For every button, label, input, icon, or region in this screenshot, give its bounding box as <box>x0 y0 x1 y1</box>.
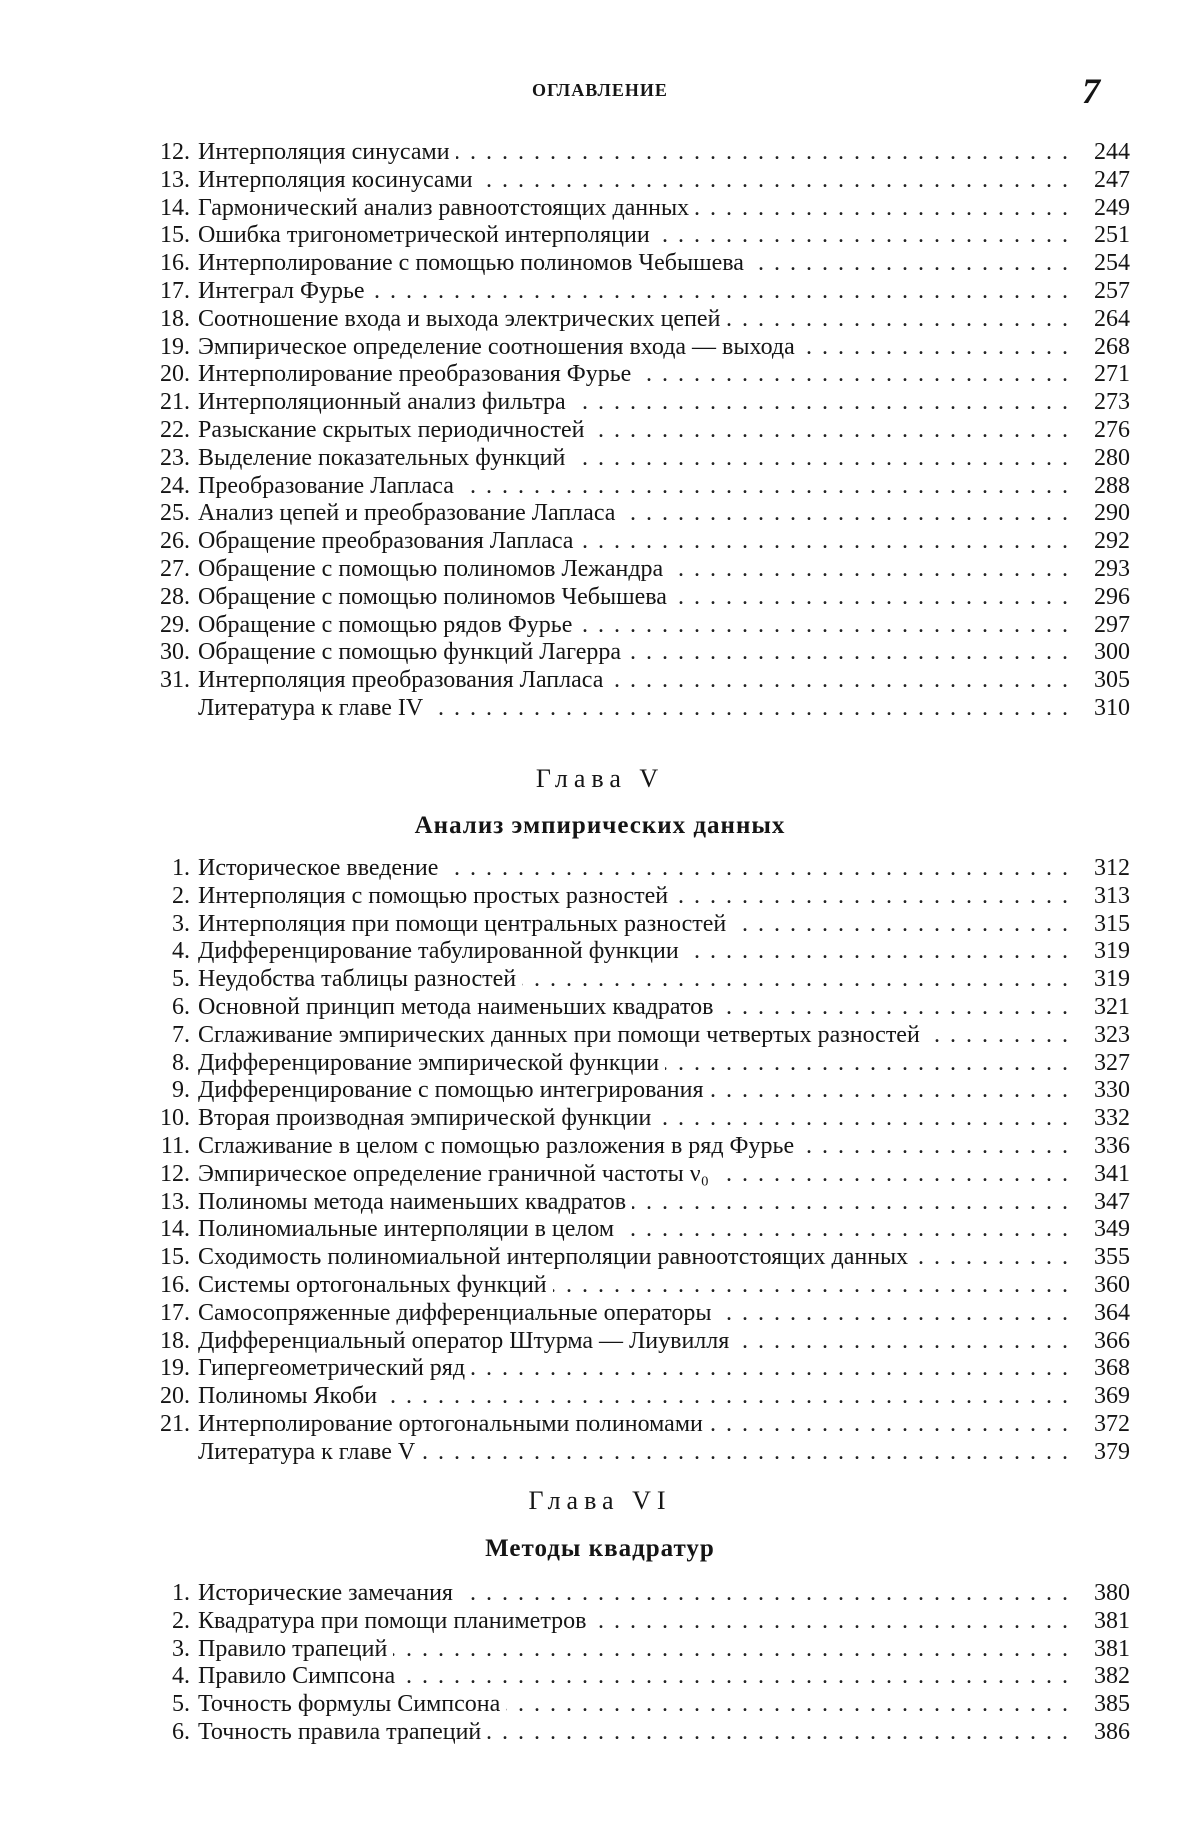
toc-entry <box>70 139 1130 167</box>
toc-entry-number: 14. <box>160 194 190 221</box>
toc-entry-number: 29. <box>160 611 190 638</box>
chapter6-label: Глава VI <box>528 1486 672 1515</box>
toc-entry <box>70 1216 1130 1244</box>
toc-entry-page: 319 <box>1078 966 1130 994</box>
toc-entry-number: 9. <box>172 1077 190 1104</box>
toc-entry <box>70 389 1130 417</box>
toc-entry-page: 271 <box>1078 361 1130 389</box>
toc-entry-title: Преобразование Лапласа <box>198 473 460 501</box>
toc-entry-number: 3. <box>172 1635 190 1662</box>
toc-entry-title: Интерполирование преобразования Фурье <box>198 361 637 389</box>
toc-entry-title: Сглаживание эмпирических данных при помощи четвертых разностей <box>198 1022 926 1050</box>
toc-entry <box>70 1691 1130 1719</box>
toc-entry-title: Дифференцирование эмпирической функции <box>198 1050 665 1078</box>
toc-entry-number: 28. <box>160 583 190 610</box>
toc-entry-title: Сходимость полиномиальной интерполяции равноотстоящих данных <box>198 1244 914 1272</box>
toc-entry <box>70 1580 1130 1608</box>
toc-entry-page: 268 <box>1078 334 1130 362</box>
toc-entry-number: 14. <box>160 1216 190 1243</box>
toc-entry-number: 7. <box>172 1021 190 1048</box>
toc-entry-title: Полиномы Якоби <box>198 1383 383 1411</box>
toc-entry <box>70 306 1130 334</box>
toc-entry-page: 257 <box>1078 278 1130 306</box>
toc-entry-number: 24. <box>160 472 190 499</box>
toc-entry-number: 20. <box>160 1383 190 1410</box>
toc-entry-number: 4. <box>172 1663 190 1690</box>
toc-entry <box>70 695 1130 723</box>
toc-entry-number: 18. <box>160 1327 190 1354</box>
toc-entry-title: Интерполяция преобразования Лапласа <box>198 667 609 695</box>
toc-entry <box>70 639 1130 667</box>
toc-entry-page: 372 <box>1078 1411 1130 1439</box>
toc-entry <box>70 1663 1130 1691</box>
toc-entry-number: 22. <box>160 416 190 443</box>
toc-entry <box>70 361 1130 389</box>
toc-entry-page: 264 <box>1078 306 1130 334</box>
toc-entry-number: 23. <box>160 444 190 471</box>
toc-entry-number: 10. <box>160 1105 190 1132</box>
toc-entry-title: Гармонический анализ равноотстоящих данных <box>198 195 695 223</box>
toc-entry <box>70 911 1130 939</box>
toc-entry-page: 310 <box>1078 695 1130 723</box>
toc-entry-title: Эмпирическое определение соотношения входа — выхода <box>198 334 801 362</box>
toc-entry-number: 6. <box>172 993 190 1020</box>
toc-chapter6 <box>70 1580 1130 1747</box>
toc-entry-title: Анализ цепей и преобразование Лапласа <box>198 500 621 528</box>
toc-entry-page: 349 <box>1078 1216 1130 1244</box>
toc-entry-page: 249 <box>1078 195 1130 223</box>
toc-entry-title: Самосопряженные дифференциальные операторы <box>198 1300 717 1328</box>
toc-entry <box>70 278 1130 306</box>
toc-entry-page: 327 <box>1078 1050 1130 1078</box>
toc-entry-page: 381 <box>1078 1636 1130 1664</box>
toc-entry-number: 12. <box>160 1160 190 1187</box>
toc-entry-number: 27. <box>160 555 190 582</box>
toc-entry-page: 382 <box>1078 1663 1130 1691</box>
toc-entry <box>70 1105 1130 1133</box>
toc-entry <box>70 883 1130 911</box>
toc-entry <box>70 195 1130 223</box>
toc-entry <box>70 334 1130 362</box>
toc-entry-title: Литература к главе IV <box>198 695 429 723</box>
toc-entry-number: 20. <box>160 361 190 388</box>
toc-entry-title: Интерполяция косинусами <box>198 167 479 195</box>
toc-entry <box>70 167 1130 195</box>
toc-entry-title: Исторические замечания <box>198 1580 459 1608</box>
toc-entry <box>70 528 1130 556</box>
toc-entry-page: 280 <box>1078 445 1130 473</box>
chapter5-label: Глава V <box>535 764 665 793</box>
toc-chapter4-tail <box>70 139 1130 723</box>
toc-entry-title: Интерполирование ортогональными полиномами <box>198 1411 709 1439</box>
toc-entry-title: Дифференцирование с помощью интегрирования <box>198 1077 710 1105</box>
chapter6-title: Методы квадратур <box>485 1535 715 1562</box>
toc-entry-number: 5. <box>172 966 190 993</box>
toc-entry-title: Обращение с помощью рядов Фурье <box>198 612 578 640</box>
toc-entry-number: 26. <box>160 528 190 555</box>
toc-entry-title: Основной принцип метода наименьших квадратов <box>198 994 719 1022</box>
toc-entry-page: 385 <box>1078 1691 1130 1719</box>
toc-chapter5 <box>70 855 1130 1467</box>
toc-entry-number: 16. <box>160 1271 190 1298</box>
toc-entry-title: Интерполяция синусами <box>198 139 456 167</box>
toc-entry-title: Интерполяция с помощью простых разностей <box>198 883 674 911</box>
toc-entry-page: 296 <box>1078 584 1130 612</box>
toc-entry <box>70 1189 1130 1217</box>
toc-entry-number: 5. <box>172 1691 190 1718</box>
toc-entry <box>70 612 1130 640</box>
toc-entry-page: 360 <box>1078 1272 1130 1300</box>
toc-entry-number: 19. <box>160 1355 190 1382</box>
toc-entry-number: 17. <box>160 277 190 304</box>
toc-entry-page: 251 <box>1078 222 1130 250</box>
toc-entry-page: 276 <box>1078 417 1130 445</box>
toc-entry <box>70 938 1130 966</box>
toc-entry-title: Историческое введение <box>198 855 444 883</box>
toc-entry-title: Выделение показательных функций <box>198 445 571 473</box>
toc-entry <box>70 445 1130 473</box>
toc-entry-page: 300 <box>1078 639 1130 667</box>
toc-entry-page: 247 <box>1078 167 1130 195</box>
toc-entry-title: Обращение с помощью функций Лагерра <box>198 639 627 667</box>
toc-entry-number: 1. <box>172 1580 190 1606</box>
toc-entry-number: 21. <box>160 389 190 416</box>
toc-entry-number: 15. <box>160 222 190 249</box>
toc-entry-page: 319 <box>1078 938 1130 966</box>
toc-entry-page: 323 <box>1078 1022 1130 1050</box>
toc-entry <box>70 1439 1130 1467</box>
toc-entry-title: Соотношение входа и выхода электрических цепей <box>198 306 726 334</box>
toc-entry-title: Обращение с помощью полиномов Лежандра <box>198 556 669 584</box>
toc-entry <box>70 855 1130 883</box>
toc-entry-number: 3. <box>172 910 190 937</box>
toc-entry-number: 25. <box>160 500 190 527</box>
toc-entry-number: 19. <box>160 333 190 360</box>
toc-entry-page: 315 <box>1078 911 1130 939</box>
toc-entry-title: Сглаживание в целом с помощью разложения в ряд Фурье <box>198 1133 800 1161</box>
toc-entry-page: 305 <box>1078 667 1130 695</box>
toc-entry-title: Эмпирическое определение граничной частоты ν₀ <box>198 1161 715 1189</box>
toc-entry <box>70 1161 1130 1189</box>
toc-entry <box>70 1244 1130 1272</box>
toc-entry-number: 1. <box>172 855 190 881</box>
toc-entry-title: Точность правила трапеций <box>198 1719 487 1747</box>
toc-entry-title: Полиномиальные интерполяции в целом <box>198 1216 620 1244</box>
toc-entry-page: 347 <box>1078 1189 1130 1217</box>
toc-entry-number: 16. <box>160 250 190 277</box>
page-number: 7 <box>1082 71 1100 111</box>
toc-entry-page: 368 <box>1078 1355 1130 1383</box>
toc-entry-page: 386 <box>1078 1719 1130 1747</box>
toc-entry <box>70 556 1130 584</box>
toc-entry <box>70 1272 1130 1300</box>
toc-entry-number: 30. <box>160 639 190 666</box>
running-title: ОГЛАВЛЕНИЕ <box>532 80 668 100</box>
toc-entry-page: 332 <box>1078 1105 1130 1133</box>
toc-entry <box>70 417 1130 445</box>
toc-entry <box>70 250 1130 278</box>
toc-entry-title: Дифференциальный оператор Штурма — Лиувилля <box>198 1328 735 1356</box>
toc-entry-number: 12. <box>160 139 190 165</box>
toc-entry-title: Вторая производная эмпирической функции <box>198 1105 657 1133</box>
toc-entry-page: 336 <box>1078 1133 1130 1161</box>
toc-entry-title: Интерполирование с помощью полиномов Чебышева <box>198 250 750 278</box>
toc-entry-page: 364 <box>1078 1300 1130 1328</box>
toc-entry-page: 297 <box>1078 612 1130 640</box>
toc-entry-page: 313 <box>1078 883 1130 911</box>
toc-entry-title: Дифференцирование табулированной функции <box>198 938 685 966</box>
toc-entry-title: Правило трапеций <box>198 1636 393 1664</box>
toc-entry-page: 273 <box>1078 389 1130 417</box>
toc-entry-page: 369 <box>1078 1383 1130 1411</box>
toc-entry-title: Квадратура при помощи планиметров <box>198 1608 592 1636</box>
toc-entry-page: 379 <box>1078 1439 1130 1467</box>
toc-entry <box>70 1355 1130 1383</box>
toc-entry-page: 244 <box>1078 139 1130 167</box>
toc-entry-number: 18. <box>160 305 190 332</box>
toc-entry <box>70 994 1130 1022</box>
toc-entry-page: 321 <box>1078 994 1130 1022</box>
page-header <box>0 72 1200 112</box>
toc-entry-page: 366 <box>1078 1328 1130 1356</box>
toc-entry <box>70 1050 1130 1078</box>
toc-entry <box>70 473 1130 501</box>
toc-entry-number: 13. <box>160 166 190 193</box>
toc-entry-title: Гипергеометрический ряд <box>198 1355 471 1383</box>
toc-entry-page: 381 <box>1078 1608 1130 1636</box>
toc-entry-number: 6. <box>172 1718 190 1745</box>
toc-entry-title: Литература к главе V <box>198 1439 421 1467</box>
toc-entry <box>70 1608 1130 1636</box>
toc-entry <box>70 1719 1130 1747</box>
toc-entry <box>70 1411 1130 1439</box>
toc-entry <box>70 1133 1130 1161</box>
toc-entry <box>70 667 1130 695</box>
toc-entry <box>70 1636 1130 1664</box>
toc-entry <box>70 1022 1130 1050</box>
toc-entry-page: 288 <box>1078 473 1130 501</box>
toc-entry <box>70 1077 1130 1105</box>
toc-entry-page: 290 <box>1078 500 1130 528</box>
toc-entry-number: 21. <box>160 1410 190 1437</box>
toc-entry-page: 312 <box>1078 855 1130 883</box>
toc-entry-title: Интеграл Фурье <box>198 278 371 306</box>
toc-entry <box>70 584 1130 612</box>
toc-entry-page: 254 <box>1078 250 1130 278</box>
toc-entry-number: 2. <box>172 882 190 909</box>
toc-entry-number: 13. <box>160 1188 190 1215</box>
toc-entry-title: Ошибка тригонометрической интерполяции <box>198 222 656 250</box>
toc-entry-number: 11. <box>160 1132 190 1159</box>
toc-entry-title: Полиномы метода наименьших квадратов <box>198 1189 632 1217</box>
toc-entry-page: 292 <box>1078 528 1130 556</box>
toc-entry-title: Обращение преобразования Лапласа <box>198 528 579 556</box>
toc-entry-title: Неудобства таблицы разностей <box>198 966 522 994</box>
toc-entry-page: 341 <box>1078 1161 1130 1189</box>
toc-entry <box>70 1328 1130 1356</box>
chapter5-title: Анализ эмпирических данных <box>414 812 786 839</box>
toc-entry-page: 293 <box>1078 556 1130 584</box>
toc-entry-title: Обращение с помощью полиномов Чебышева <box>198 584 673 612</box>
toc-entry <box>70 966 1130 994</box>
toc-entry-number: 8. <box>172 1049 190 1076</box>
toc-entry-number: 31. <box>160 667 190 694</box>
toc-entry <box>70 222 1130 250</box>
toc-entry-title: Правило Симпсона <box>198 1663 401 1691</box>
toc-entry-page: 330 <box>1078 1077 1130 1105</box>
toc-entry <box>70 1300 1130 1328</box>
toc-entry-title: Интерполяционный анализ фильтра <box>198 389 572 417</box>
toc-entry-page: 380 <box>1078 1580 1130 1608</box>
toc-entry-number: 2. <box>172 1607 190 1634</box>
toc-entry-number: 15. <box>160 1244 190 1271</box>
toc-entry-title: Разыскание скрытых периодичностей <box>198 417 590 445</box>
toc-entry <box>70 1383 1130 1411</box>
toc-entry <box>70 500 1130 528</box>
toc-entry-title: Системы ортогональных функций <box>198 1272 553 1300</box>
toc-entry-page: 355 <box>1078 1244 1130 1272</box>
toc-entry-number: 17. <box>160 1299 190 1326</box>
toc-entry-title: Интерполяция при помощи центральных разностей <box>198 911 732 939</box>
toc-entry-number: 4. <box>172 938 190 965</box>
toc-entry-title: Точность формулы Симпсона <box>198 1691 506 1719</box>
